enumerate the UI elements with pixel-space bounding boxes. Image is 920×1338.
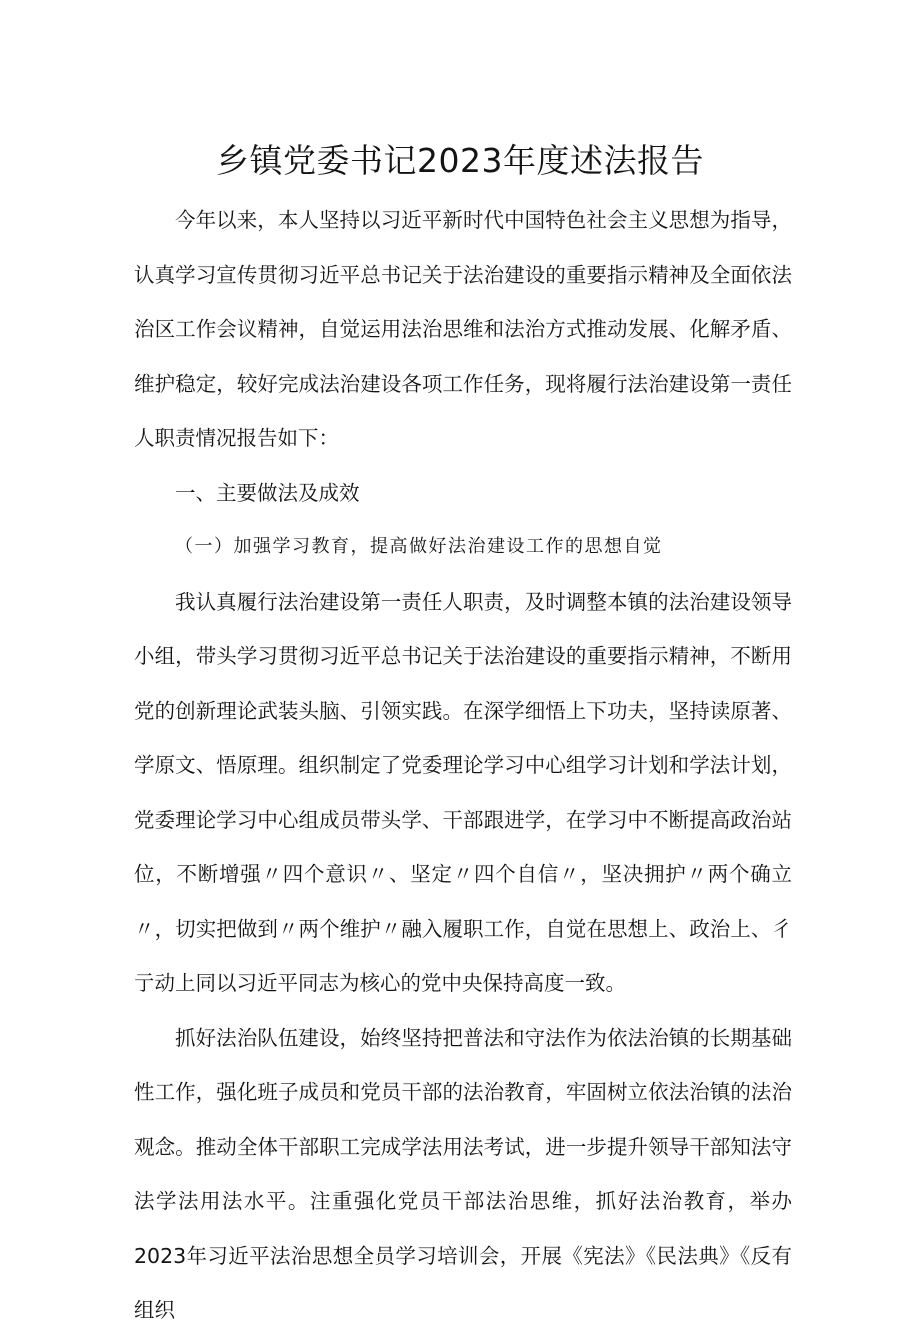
intro-paragraph: 今年以来，本人坚持以习近平新时代中国特色社会主义思想为指导，认真学习宣传贯彻习近平总书记关于法治建设的重要指示精神及全面依法治区工作会议精神，自觉运用法治思维和法治方式推动发展、化解矛盾、维护稳定，较好完成法治建设各项工作任务，现将履行法治建设第一责任人职责情况报告如下： <box>134 208 792 450</box>
subsection-heading: （一）加强学习教育，提高做好法治建设工作的思想自觉 <box>175 536 663 557</box>
body-paragraph-1: 我认真履行法治建设第一责任人职责，及时调整本镇的法治建设领导小组，带头学习贯彻习近平总书记关于法治建设的重要指示精神，不断用党的创新理论武装头脑、引领实践。在深学细悟上下功夫，坚持读原著、学原文、悟原理。组织制定了党委理论学习中心组学习计划和学法计划，党委理论学习中心组成员带头学、干部跟进学，在学习中不断提高政治站位，不断增强〃四个意识〃、坚定〃四个自信〃，坚决拥护〃两个确立〃，切实把做到〃两个维护〃融入履职工作，自觉在思想上、政治上、彳亍动上同以习近平同志为核心的党中央保持高度一致。 <box>134 589 792 995</box>
section-heading: 一、主要做法及成效 <box>175 480 360 505</box>
document-title: 乡镇党委书记2023年度述法报告 <box>216 141 704 180</box>
document-body <box>134 193 792 1338</box>
body-paragraph-2: 抓好法治队伍建设，始终坚持把普法和守法作为依法治镇的长期基础性工作，强化班子成员和党员干部的法治教育，牢固树立依法治镇的法治观念。推动全体干部职工完成学法用法考试，进一步提升领导干部知法守法学法用法水平。注重强化党员干部法治思维，抓好法治教育，举办2023年习近平法治思想全员学习培训会，开展《宪法》《民法典》《反有组织 <box>134 1025 792 1322</box>
